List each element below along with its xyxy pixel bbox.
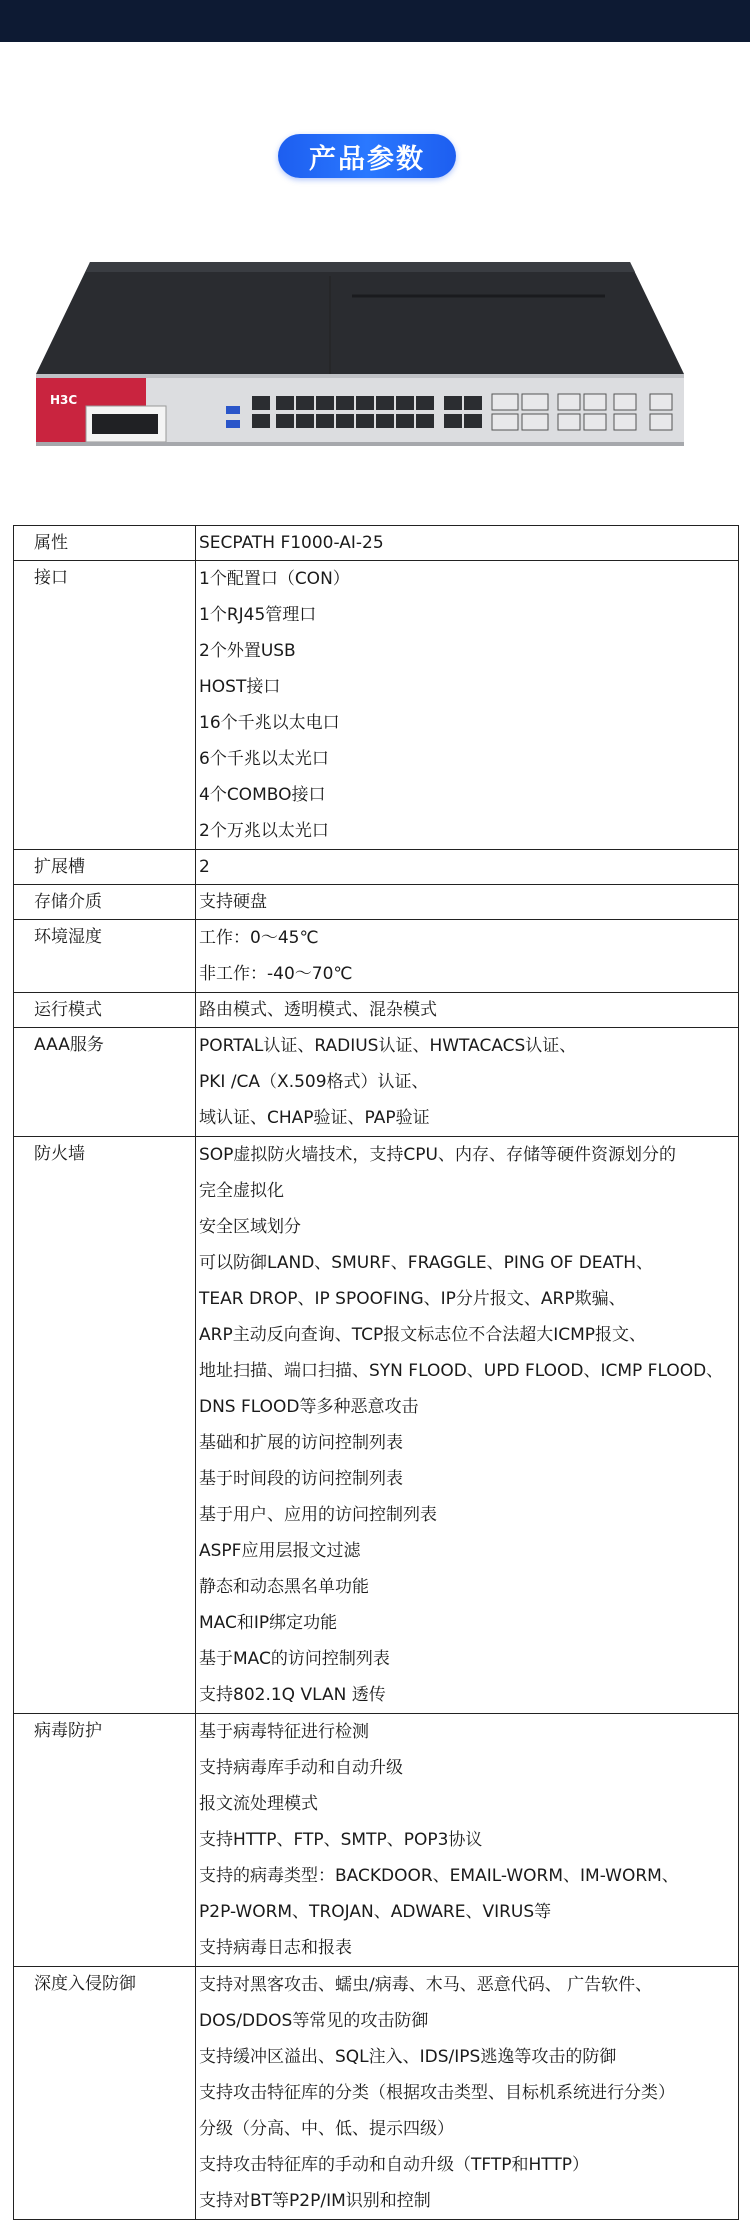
- row-value: P2P-WORM、TROJAN、ADWARE、VIRUS等: [199, 1902, 552, 1922]
- row-key: 深度入侵防御: [14, 1967, 196, 2220]
- row-value: 16个千兆以太电口: [199, 713, 340, 733]
- row-key: 运行模式: [14, 993, 196, 1028]
- row-value: 6个千兆以太光口: [199, 749, 329, 769]
- row-value: 基于MAC的访问控制列表: [199, 1649, 390, 1669]
- row-key: 存储介质: [14, 885, 196, 920]
- row-value: DOS/DDOS等常见的攻击防御: [199, 2011, 429, 2031]
- row-key: 防火墙: [14, 1137, 196, 1714]
- row-value: 完全虚拟化: [199, 1181, 284, 1201]
- top-banner: [0, 0, 750, 42]
- table-row: [14, 1967, 739, 2220]
- row-value: 支持硬盘: [199, 892, 267, 912]
- row-value: 支持病毒库手动和自动升级: [199, 1758, 403, 1778]
- table-row: [14, 526, 739, 561]
- row-value: 地址扫描、端口扫描、SYN FLOOD、UPD FLOOD、ICMP FLOOD、: [199, 1361, 724, 1381]
- row-value: 非工作：-40～70℃: [199, 964, 353, 984]
- row-value: ARP主动反向查询、TCP报文标志位不合法超大ICMP报文、: [199, 1325, 647, 1345]
- table-row: [14, 1137, 739, 1714]
- row-value: 支持攻击特征库的分类（根据攻击类型、目标机系统进行分类）: [199, 2083, 675, 2103]
- row-value: 支持对BT等P2P/IM识别和控制: [199, 2191, 431, 2211]
- row-key: 病毒防护: [14, 1714, 196, 1967]
- row-value: 支持病毒日志和报表: [199, 1938, 352, 1958]
- table-row: [14, 993, 739, 1028]
- row-key: 环境湿度: [14, 920, 196, 993]
- row-key: 扩展槽: [14, 850, 196, 885]
- row-value: 可以防御LAND、SMURF、FRAGGLE、PING OF DEATH、: [199, 1253, 654, 1273]
- row-value: 工作：0～45℃: [199, 928, 319, 948]
- row-value: 支持的病毒类型：BACKDOOR、EMAIL-WORM、IM-WORM、: [199, 1866, 679, 1886]
- row-key: AAA服务: [14, 1028, 196, 1137]
- table-row: [14, 1028, 739, 1137]
- row-value: PORTAL认证、RADIUS认证、HWTACACS认证、: [199, 1036, 577, 1056]
- table-row: [14, 885, 739, 920]
- row-value: 支持HTTP、FTP、SMTP、POP3协议: [199, 1830, 483, 1850]
- row-value: 基于病毒特征进行检测: [199, 1722, 369, 1742]
- row-value: SOP虚拟防火墙技术，支持CPU、内存、存储等硬件资源划分的: [199, 1145, 676, 1165]
- row-value: ASPF应用层报文过滤: [199, 1541, 361, 1561]
- row-value: 分级（分高、中、低、提示四级）: [199, 2119, 454, 2139]
- row-value: 支持缓冲区溢出、SQL注入、IDS/IPS逃逸等攻击的防御: [199, 2047, 617, 2067]
- row-value: 支持对黑客攻击、蠕虫/病毒、木马、恶意代码、 广告软件、: [199, 1975, 653, 1995]
- row-value: 基于用户、应用的访问控制列表: [199, 1505, 437, 1525]
- spec-table: [13, 525, 739, 2220]
- table-row: [14, 850, 739, 885]
- row-key: 属性: [14, 526, 196, 561]
- table-row: [14, 920, 739, 993]
- firewall-device-image: [30, 256, 690, 456]
- row-key: 接口: [14, 561, 196, 850]
- row-value: 4个COMBO接口: [199, 785, 326, 805]
- row-value: MAC和IP绑定功能: [199, 1613, 338, 1633]
- brand-logo: H3C: [50, 393, 78, 407]
- row-value: DNS FLOOD等多种恶意攻击: [199, 1397, 419, 1417]
- row-value: 基础和扩展的访问控制列表: [199, 1433, 403, 1453]
- section-title: 产品参数: [278, 134, 456, 178]
- row-value: PKI /CA（X.509格式）认证、: [199, 1072, 429, 1092]
- row-value: 安全区域划分: [199, 1217, 301, 1237]
- row-value: 1个RJ45管理口: [199, 605, 317, 625]
- table-row: [14, 1714, 739, 1967]
- row-value: 域认证、CHAP验证、PAP验证: [199, 1108, 430, 1128]
- row-value: 支持攻击特征库的手动和自动升级（TFTP和HTTP）: [199, 2155, 590, 2175]
- row-value: 报文流处理模式: [199, 1794, 318, 1814]
- row-value: 2: [199, 857, 210, 877]
- row-value: HOST接口: [199, 677, 281, 697]
- row-value: 2个万兆以太光口: [199, 821, 329, 841]
- row-value: 2个外置USB: [199, 641, 296, 661]
- row-value: SECPATH F1000-AI-25: [199, 533, 384, 553]
- row-value: 基于时间段的访问控制列表: [199, 1469, 403, 1489]
- row-value: TEAR DROP、IP SPOOFING、IP分片报文、ARP欺骗、: [199, 1289, 626, 1309]
- row-value: 支持802.1Q VLAN 透传: [199, 1685, 386, 1705]
- row-value: 路由模式、透明模式、混杂模式: [199, 1000, 437, 1020]
- table-row: [14, 561, 739, 850]
- row-value: 静态和动态黑名单功能: [199, 1577, 369, 1597]
- row-value: 1个配置口（CON）: [199, 569, 350, 589]
